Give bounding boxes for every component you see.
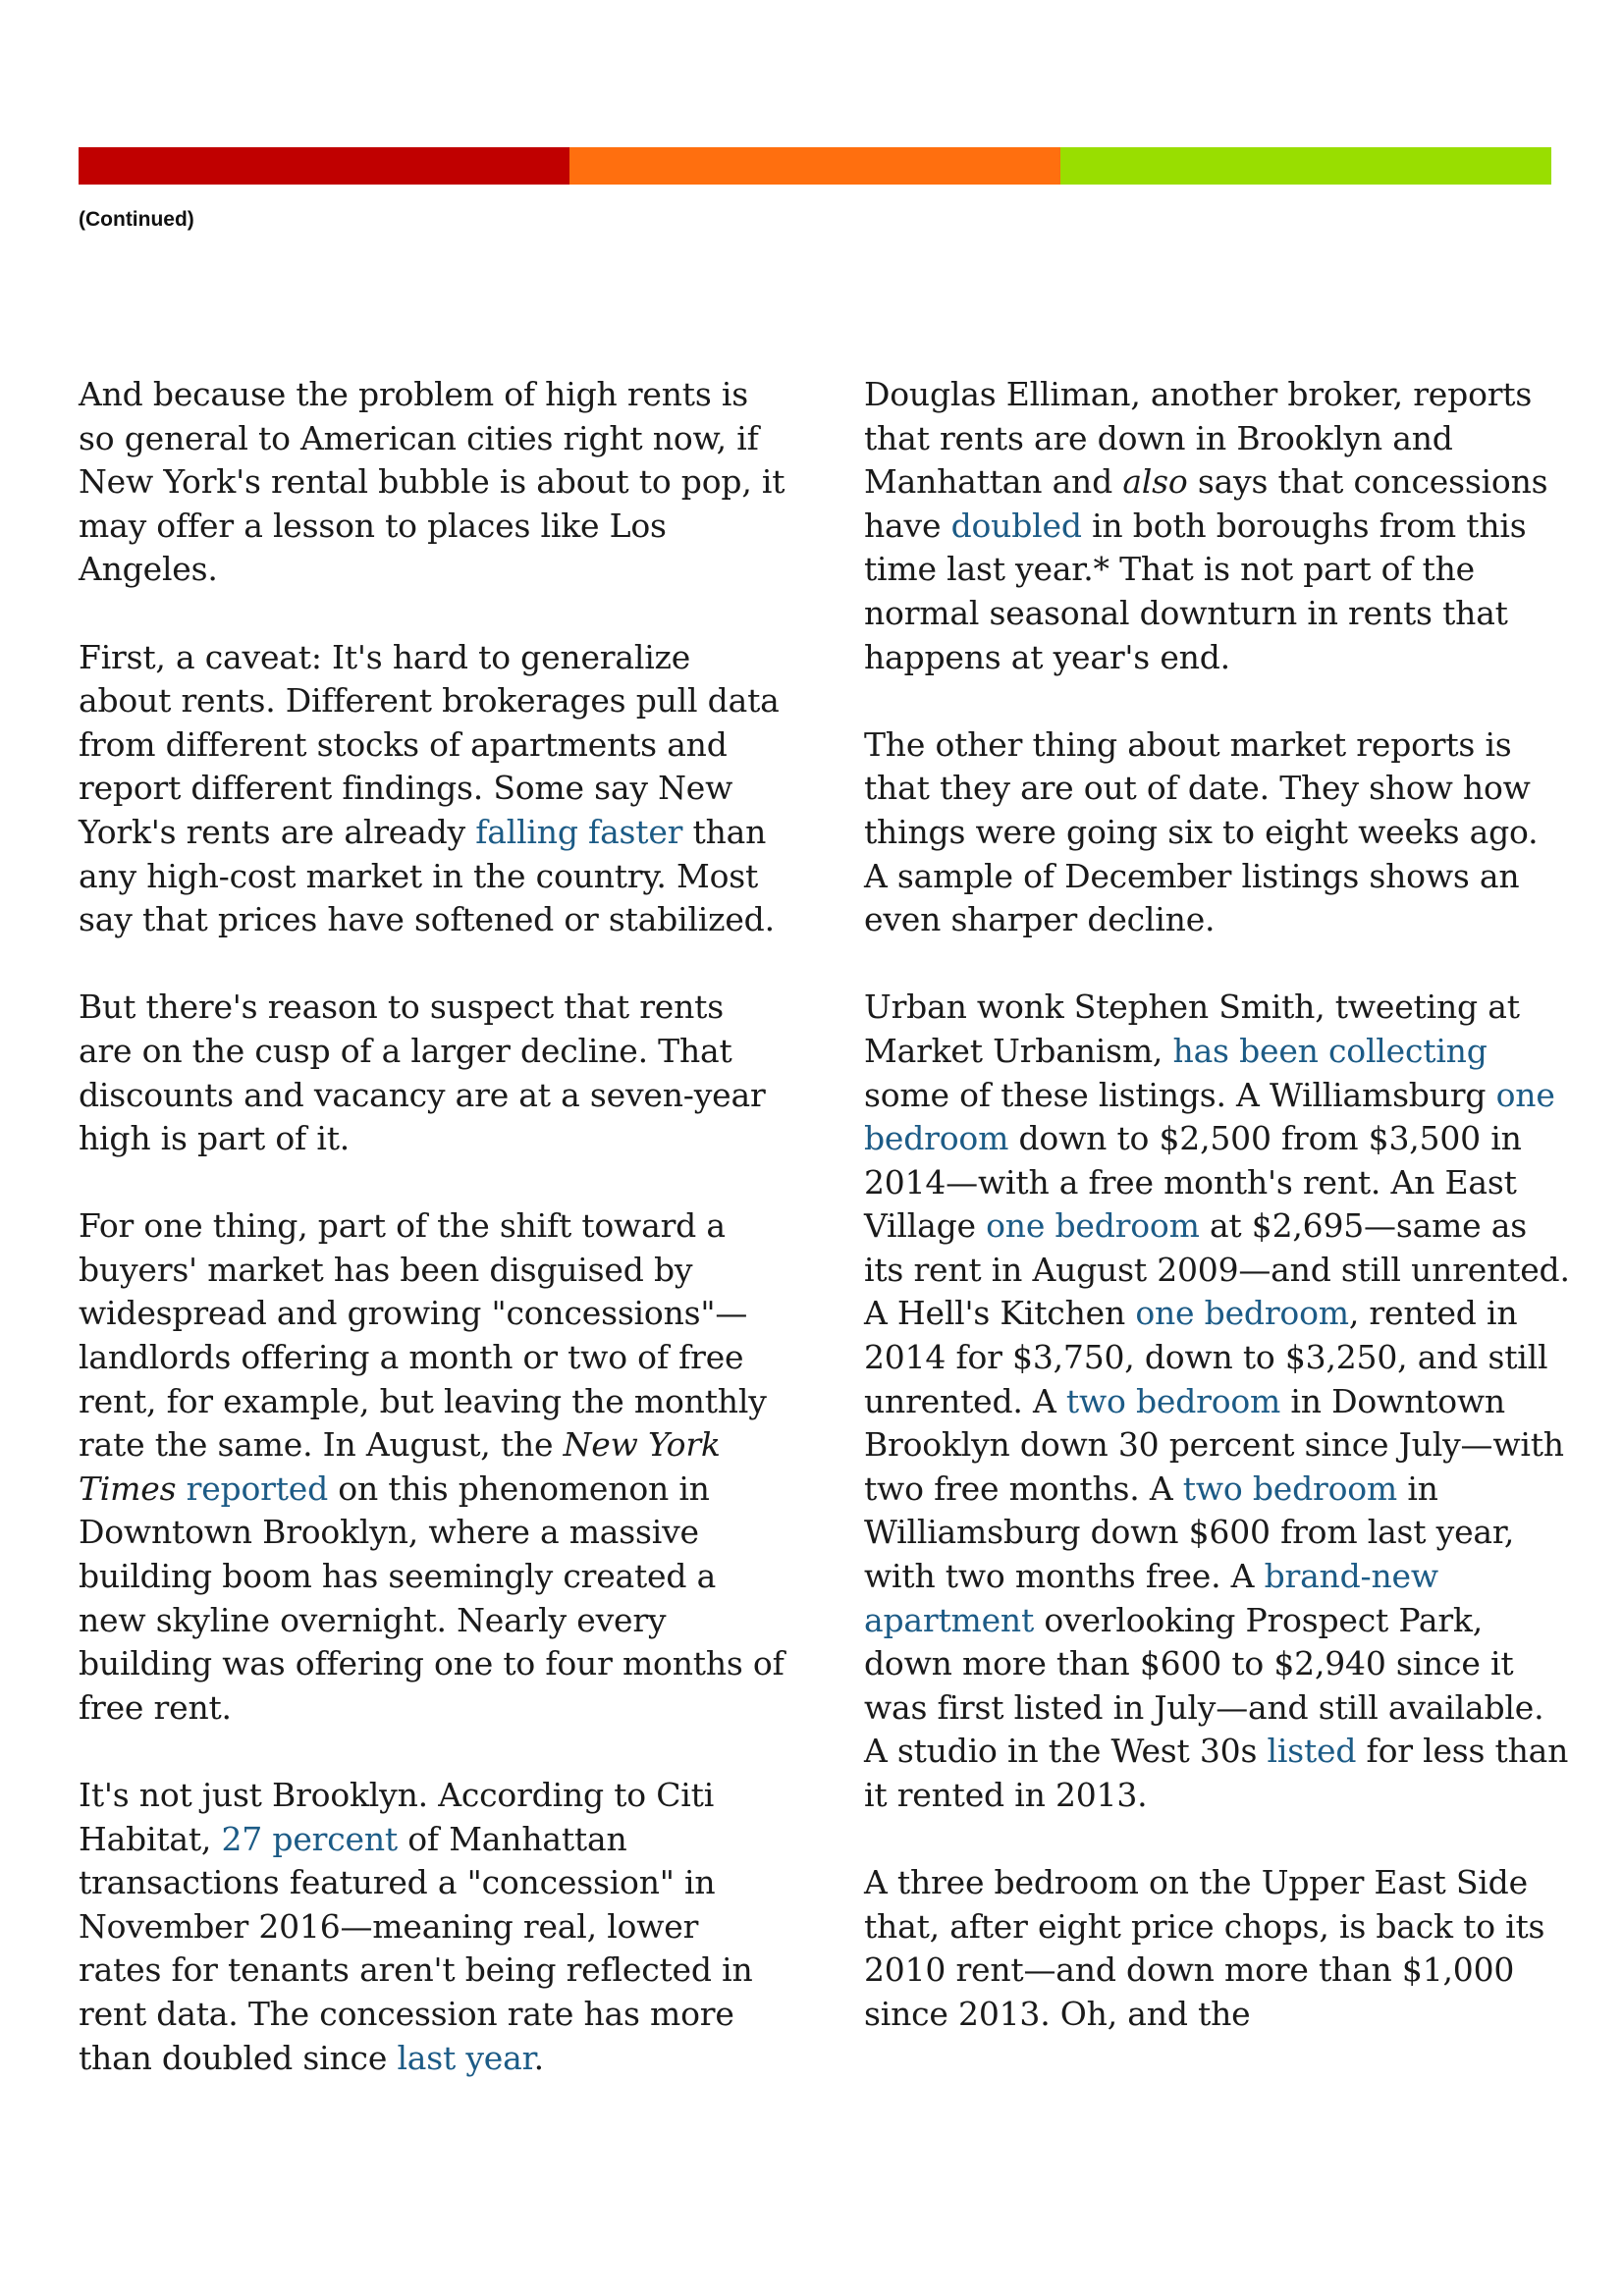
article-right-column [864, 373, 1571, 2080]
text: some of these listings. A Williamsburg [864, 1075, 1496, 1114]
article-left-column [79, 373, 785, 2124]
text: Douglas Elliman, another broker, reports that rents are down in Brooklyn and Manhattan and [864, 375, 1533, 502]
text: than any high-cost market in the country. Most say that prices have softened or stabilized. [79, 812, 775, 939]
link-last-year[interactable]: last year [397, 2038, 534, 2077]
link-27-percent[interactable]: 27 percent [221, 1819, 398, 1858]
paragraph-2 [79, 636, 785, 942]
text: for less than it rented in 2013. [864, 1732, 1569, 1814]
text: in Downtown Brooklyn down 30 percent since July—with two free months. A [864, 1381, 1564, 1508]
paragraph-5 [79, 1774, 785, 2080]
link-one-bedroom-williamsburg[interactable]: one bedroom [864, 1075, 1555, 1158]
text: down to $2,500 from $3,500 in 2014—with a free month's rent. An East Village [864, 1119, 1522, 1246]
publication-name: New York Times [79, 1425, 721, 1508]
color-bar-red [79, 147, 569, 185]
paragraph-3: But there's reason to suspect that rents are on the cusp of a larger decline. That discounts and vacancy are at a seven-year high is part of it. [79, 988, 766, 1158]
link-listed[interactable]: listed [1267, 1732, 1357, 1771]
color-bar-green [1060, 147, 1551, 185]
text: It's not just Brooklyn. According to Citi Habitat, [79, 1776, 715, 1858]
continued-label: (Continued) [79, 208, 194, 231]
text: in Williamsburg down $600 from last year, with two months free. A [864, 1468, 1515, 1596]
paragraph-4 [79, 1204, 785, 1730]
paragraph-6 [864, 373, 1571, 679]
link-brand-new-apartment[interactable]: brand-new apartment [864, 1557, 1438, 1639]
text: at $2,695—same as its rent in August 2009—and still unrented. A Hell's Kitchen [864, 1206, 1570, 1333]
text: says that concessions have [864, 462, 1548, 545]
text: First, a caveat: It's hard to generalize about rents. Different brokerages pull data from different stocks of apartments and report different findings. Some say New York's rents are already [79, 637, 780, 851]
link-two-bedroom-williamsburg[interactable]: two bedroom [1182, 1468, 1398, 1508]
text: . [533, 2038, 544, 2077]
link-falling-faster[interactable]: falling faster [475, 812, 683, 851]
header-color-bar [79, 147, 1551, 185]
paragraph-7: The other thing about market reports is that they are out of date. They show how things were going six to eight weeks ago. A sample of December listings shows an even sharper decline. [864, 724, 1539, 939]
color-bar-orange [569, 147, 1060, 185]
text: For one thing, part of the shift toward a buyers' market has been disguised by widespread and growing "concessions"—landlords offering a month or two of free rent, for example, but leaving the monthly rate the same. In August, the [79, 1206, 767, 1465]
link-doubled[interactable]: doubled [950, 506, 1082, 545]
text: overlooking Prospect Park, down more than $600 to $2,940 since it was first listed in July—and still available. A studio in the West 30s [864, 1600, 1544, 1771]
paragraph-8 [864, 986, 1571, 1817]
link-reported[interactable]: reported [186, 1468, 329, 1508]
emphasis: also [1122, 462, 1188, 502]
text: of Manhattan transactions featured a "concession" in November 2016—meaning real, lower rates for tenants aren't being reflected in rent data. The concession rate has more than doubled since [79, 1819, 753, 2077]
link-two-bedroom-downtown-brooklyn[interactable]: two bedroom [1065, 1381, 1281, 1420]
paragraph-9: A three bedroom on the Upper East Side that, after eight price chops, is back to its 2010 rent—and down more than $1,000 since 2013. Oh, and the [864, 1863, 1545, 2033]
text: , rented in 2014 for $3,750, down to $3,250, and still unrented. A [864, 1294, 1548, 1420]
link-one-bedroom-east-village[interactable]: one bedroom [986, 1206, 1200, 1246]
text: on this phenomenon in Downtown Brooklyn, where a massive building boom has seemingly created a new skyline overnight. Nearly every building was offering one to four months of free rent. [79, 1468, 784, 1727]
paragraph-1: And because the problem of high rents is so general to American cities right now, if New York's rental bubble is about to pop, it may offer a lesson to places like Los Angeles. [79, 375, 785, 589]
text: Urban wonk Stephen Smith, tweeting at Market Urbanism, [864, 988, 1520, 1070]
link-has-been-collecting[interactable]: has been collecting [1172, 1031, 1488, 1070]
link-one-bedroom-hells-kitchen[interactable]: one bedroom [1135, 1294, 1349, 1333]
text: in both boroughs from this time last year.* That is not part of the normal seasonal downturn in rents that happens at year's end. [864, 506, 1527, 676]
